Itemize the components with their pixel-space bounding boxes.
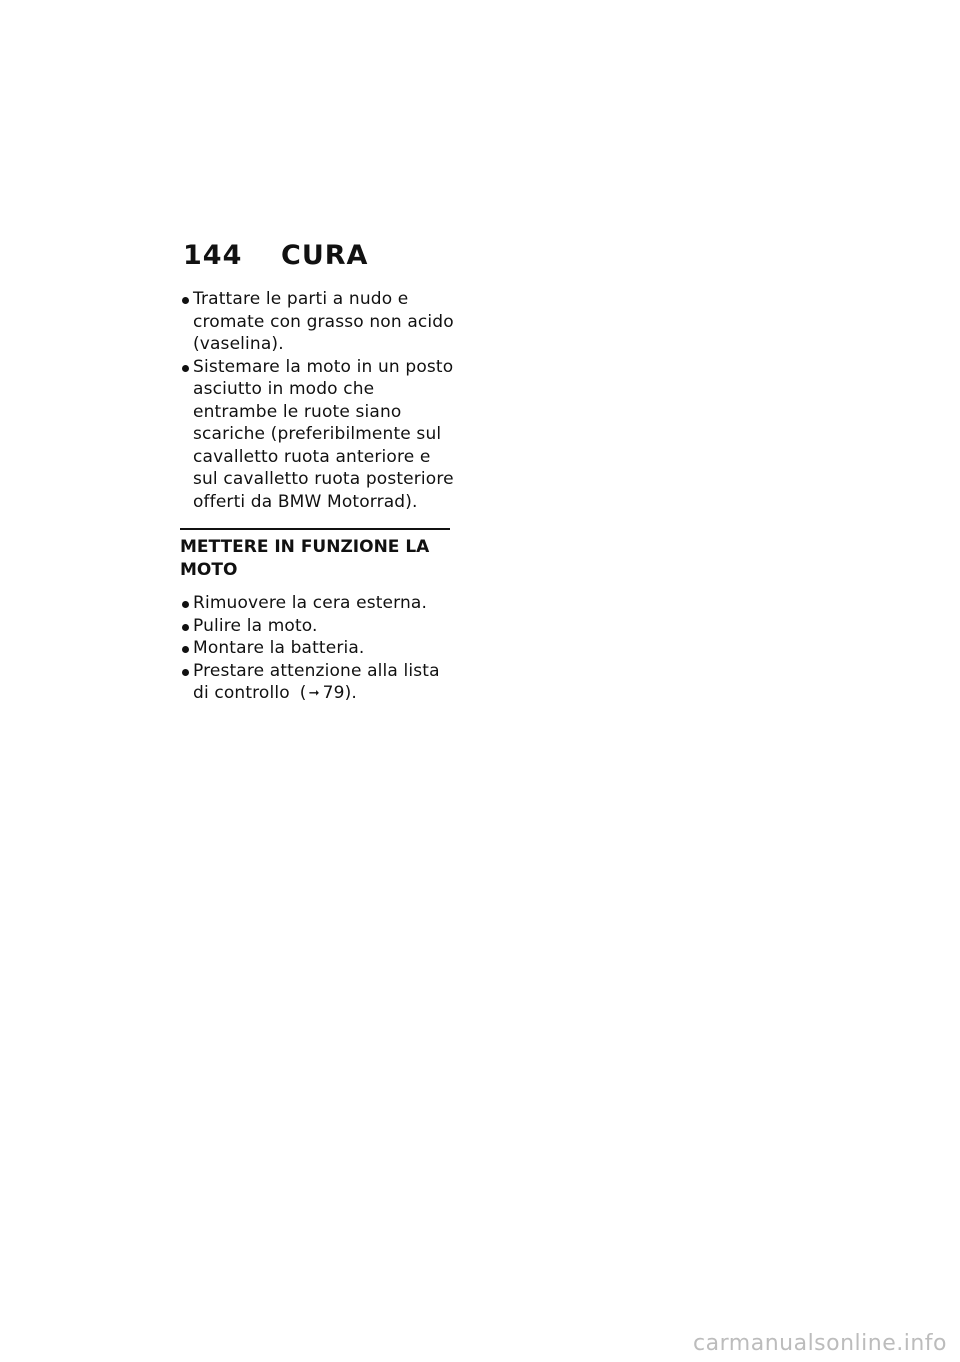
section-divider bbox=[180, 528, 450, 530]
content-column bbox=[180, 288, 456, 706]
list-item-with-reference bbox=[180, 660, 456, 706]
page-header bbox=[183, 240, 368, 271]
list-item: Montare la batteria. bbox=[180, 637, 456, 660]
page-reference-arrow-icon: ➞ bbox=[308, 686, 320, 701]
list-item: Pulire la moto. bbox=[180, 615, 456, 638]
ref-close: ). bbox=[344, 683, 357, 703]
watermark: carmanualsonline.info bbox=[693, 1331, 947, 1356]
page-reference-link[interactable]: 79 bbox=[322, 683, 345, 703]
list-item-text: Prestare attenzione alla lista di controllo bbox=[193, 660, 440, 703]
care-instructions-list bbox=[180, 288, 456, 513]
startup-instructions-list bbox=[180, 592, 456, 706]
section-heading: METTERE IN FUNZIONE LA MOTO bbox=[180, 537, 430, 580]
list-item: Trattare le parti a nudo e cromate con grasso non acido (vaselina). bbox=[180, 288, 456, 356]
page-number: 144 bbox=[183, 240, 243, 271]
chapter-title: CURA bbox=[281, 240, 369, 271]
list-item: Rimuovere la cera esterna. bbox=[180, 592, 456, 615]
list-item: Sistemare la moto in un posto asciutto in modo che entrambe le ruote siano scariche (preferibilmente sul cavalletto ruota anteriore e sul cavalletto ruota posteriore offerti da BMW Motorrad). bbox=[180, 356, 456, 514]
ref-open: ( bbox=[299, 683, 307, 703]
